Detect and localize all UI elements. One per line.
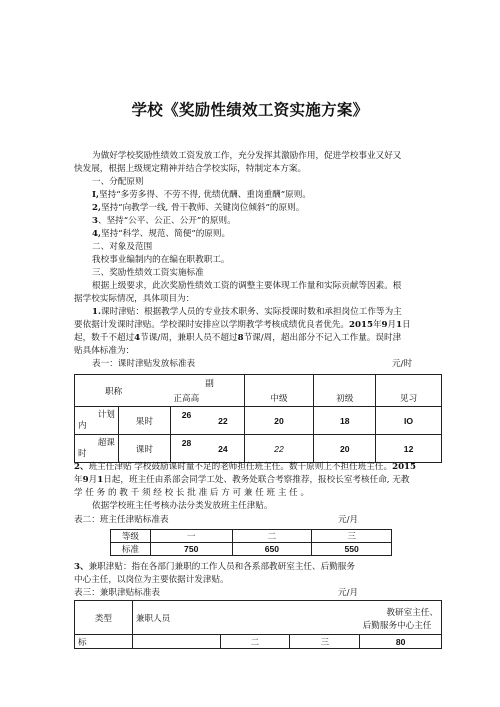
table-row — [75, 435, 442, 463]
table1-row1-v4: 18 — [314, 407, 376, 435]
item2-month: 9 — [82, 475, 89, 485]
scope-text: 我校事业编制内的在编在职教职工。 — [92, 255, 230, 265]
table2-head-teacher-allowance — [110, 529, 392, 556]
table1-row1-v2: 22 — [202, 407, 244, 435]
table2-header-1: 一 — [150, 530, 232, 543]
section-heading-scope: 二、对象及范围 — [92, 242, 153, 252]
principle-4-text: 坚持“科学、规范、简便”的原则。 — [100, 229, 231, 239]
table1-class-hour-allowance — [74, 374, 442, 463]
table3-header-head-2: 后勤服务中心主任 — [362, 620, 432, 631]
table3-header-staff: 兼职人员 — [132, 601, 359, 635]
table2-value-2: 650 — [232, 543, 312, 556]
item1-month: 9 — [381, 320, 388, 330]
intro-line-2: 快发展，根据上级规定精神并结合学校实际，特制定本方案。 — [74, 164, 307, 174]
table1-header-senior — [170, 375, 202, 407]
table3-row-label: 标 — [75, 635, 133, 649]
item2-day: 1 — [97, 475, 104, 485]
item2-line-1-text: 班主任津贴 学校鼓励课时量不足的老师担任班主任。数千原则上不担任班主任。 — [88, 462, 393, 472]
item1-line-2 — [74, 319, 411, 332]
item2-line-4: 依据学校班主任考核办法分类发放班主任津贴。 — [92, 501, 273, 511]
item2-month-unit: 月 — [88, 475, 98, 485]
table1-row1-v1: 26 — [170, 407, 202, 435]
principle-2-text: 坚持“向教学一线, 骨干教师、关键岗位倾斜”的原则。 — [100, 203, 305, 213]
principle-4 — [92, 228, 230, 241]
item1-line-3 — [74, 332, 401, 345]
table1-row1-unit: 果时 — [118, 407, 170, 435]
table1-header-junior: 初级 — [314, 375, 376, 407]
table1-row2-label-b: 时 — [78, 448, 87, 459]
table3-caption: 表三：兼职津贴标准表 — [74, 588, 160, 598]
table2-caption: 表二：班主任津贴标准表 — [74, 515, 169, 525]
table3-unit: 元/月 — [338, 588, 359, 598]
item2-line-1 — [74, 461, 416, 474]
table1-row1-label-a: 计划 — [97, 409, 115, 420]
item1-year-unit: 年 — [372, 320, 382, 330]
table3-header-head-1: 教研室主任、 — [386, 607, 438, 618]
item3-line-1-text: 兼职津贴：指在各部门兼职的工作人员和各系部教研室主任、后勤服务 — [88, 562, 355, 572]
table1-unit: 元/时 — [392, 359, 413, 369]
item2-number: 2、 — [74, 462, 89, 472]
item1-line-3-c: 节课/周，超出部分不记入工作量。误时津 — [243, 333, 402, 343]
principle-3-text: 、坚持“公平、公正、公开”的原则。 — [97, 216, 236, 226]
table1-header-senior-a: 正高 — [173, 394, 191, 404]
table3-cell-1 — [132, 635, 220, 649]
item1-line-4: 贴具体标准为： — [74, 346, 135, 356]
document-title: 学校《奖励性绩效工资实施方案》 — [131, 101, 369, 119]
item2-line-2-text: 日起，班主任由系部会同学工处、教务处联合考察推荐，报校长室考核任命, 无教 — [103, 475, 410, 485]
standards-line-2: 据学校实际情况，具体项目为： — [74, 294, 195, 304]
item2-year-unit: 年 — [74, 475, 83, 485]
principle-2 — [92, 202, 304, 215]
item1-limit-1: 4 — [134, 333, 141, 343]
item1-year: 2015 — [349, 320, 373, 330]
table1-row1-label — [75, 407, 119, 435]
item1-line-2-text: 要依据计发课时津贴。学校课时安排应以学期教学考核成绩优良者优先。 — [74, 320, 350, 330]
principle-1 — [92, 189, 311, 202]
item3-line-1 — [74, 561, 355, 574]
table2-row-label: 标准 — [111, 543, 151, 556]
table1-row2-label-a: 超课 — [97, 437, 115, 448]
item1-day: 1 — [396, 320, 403, 330]
item3-number: 3、 — [74, 562, 89, 572]
principle-3-number: 3 — [92, 216, 98, 226]
section-heading-principles: 一、分配原则 — [92, 177, 144, 187]
table1-row2-v5: 12 — [376, 435, 442, 463]
table1-row1-label-b: 内 — [78, 420, 87, 431]
item2-line-2 — [74, 474, 409, 487]
item1-limit-2: 8 — [237, 333, 244, 343]
item2-year: 2015 — [392, 462, 417, 472]
item1-number: 1. — [92, 307, 101, 317]
table1-row1-v5: IO — [376, 407, 442, 435]
item1-line-1 — [92, 306, 402, 319]
table1-row2-label — [75, 435, 119, 463]
table-row — [75, 635, 442, 649]
principle-1-number: I, — [92, 190, 100, 200]
principle-4-number: 4, — [92, 229, 101, 239]
standards-line-1: 根据上级要求，此次奖励性绩效工资的调整主要体现工作量和实际贡献等因素。根 — [92, 281, 402, 291]
table-row — [111, 543, 392, 556]
table2-value-1: 750 — [150, 543, 232, 556]
table3-part-time-allowance — [74, 600, 442, 649]
table2-header-row — [111, 530, 392, 543]
intro-line-1: 为做好学校奖励性绩效工资发放工作，充分发挥其激励作用，促进学校事业又好又 — [92, 151, 402, 161]
item1-month-unit: 月 — [387, 320, 397, 330]
table1-header-vice: 副 — [202, 375, 244, 407]
table1-header-title: 职称 — [75, 375, 171, 407]
table1-row1-v3: 20 — [244, 407, 314, 435]
table3-value-head: 80 — [360, 635, 442, 649]
table3-header-type: 类型 — [75, 601, 133, 635]
table3-header-row — [75, 601, 442, 635]
table2-value-3: 550 — [312, 543, 392, 556]
table3-cell-3: 三 — [290, 635, 360, 649]
table1-row2-unit: 课时 — [118, 435, 170, 463]
table2-header-3: 三 — [312, 530, 392, 543]
item1-line-1-text: 课时津贴：根据教学人员的专业技术职务、实际授课时数和承担岗位工作等为主 — [100, 307, 402, 317]
principle-1-text: 坚持“多劳多得、不劳不得, 优绩优酬、重岗重酬”原则。 — [99, 190, 311, 200]
item3-line-2: 中心主任，以岗位为主要依据计发津贴。 — [74, 575, 229, 585]
table1-row2-v2: 24 — [202, 435, 244, 463]
table1-header-trainee: 见习 — [376, 375, 442, 407]
item1-day-unit: 日 — [402, 320, 411, 330]
table1-header-mid: 中级 — [244, 375, 314, 407]
table3-cell-2: 二 — [220, 635, 290, 649]
item2-line-3: 学 任 务 的 教 千 须 经 校 长 批 准 后 方 可 兼 任 班 主 任 。 — [74, 488, 310, 498]
table2-unit: 元/月 — [338, 515, 359, 525]
principle-3 — [92, 215, 236, 228]
item1-line-3-a: 起，数千不超过 — [74, 333, 135, 343]
table1-row2-v4: 20 — [314, 435, 376, 463]
table1-row2-v1: 28 — [170, 435, 202, 463]
table1-header-senior-b: 高 — [190, 394, 200, 404]
table2-header-2: 二 — [232, 530, 312, 543]
table-row — [75, 407, 442, 435]
section-heading-standards: 三、奖励性绩效工资实施标准 — [92, 268, 204, 278]
table2-header-level: 等级 — [111, 530, 151, 543]
principle-2-number: 2, — [92, 203, 101, 213]
table3-header-head — [360, 601, 442, 635]
table1-header-row — [75, 375, 442, 407]
table1-caption: 表一：课时津贴发放标准表 — [92, 359, 196, 369]
item1-line-3-b: 节课/周，兼职人员不超过 — [140, 333, 238, 343]
table1-row2-v3: 22 — [244, 435, 314, 463]
